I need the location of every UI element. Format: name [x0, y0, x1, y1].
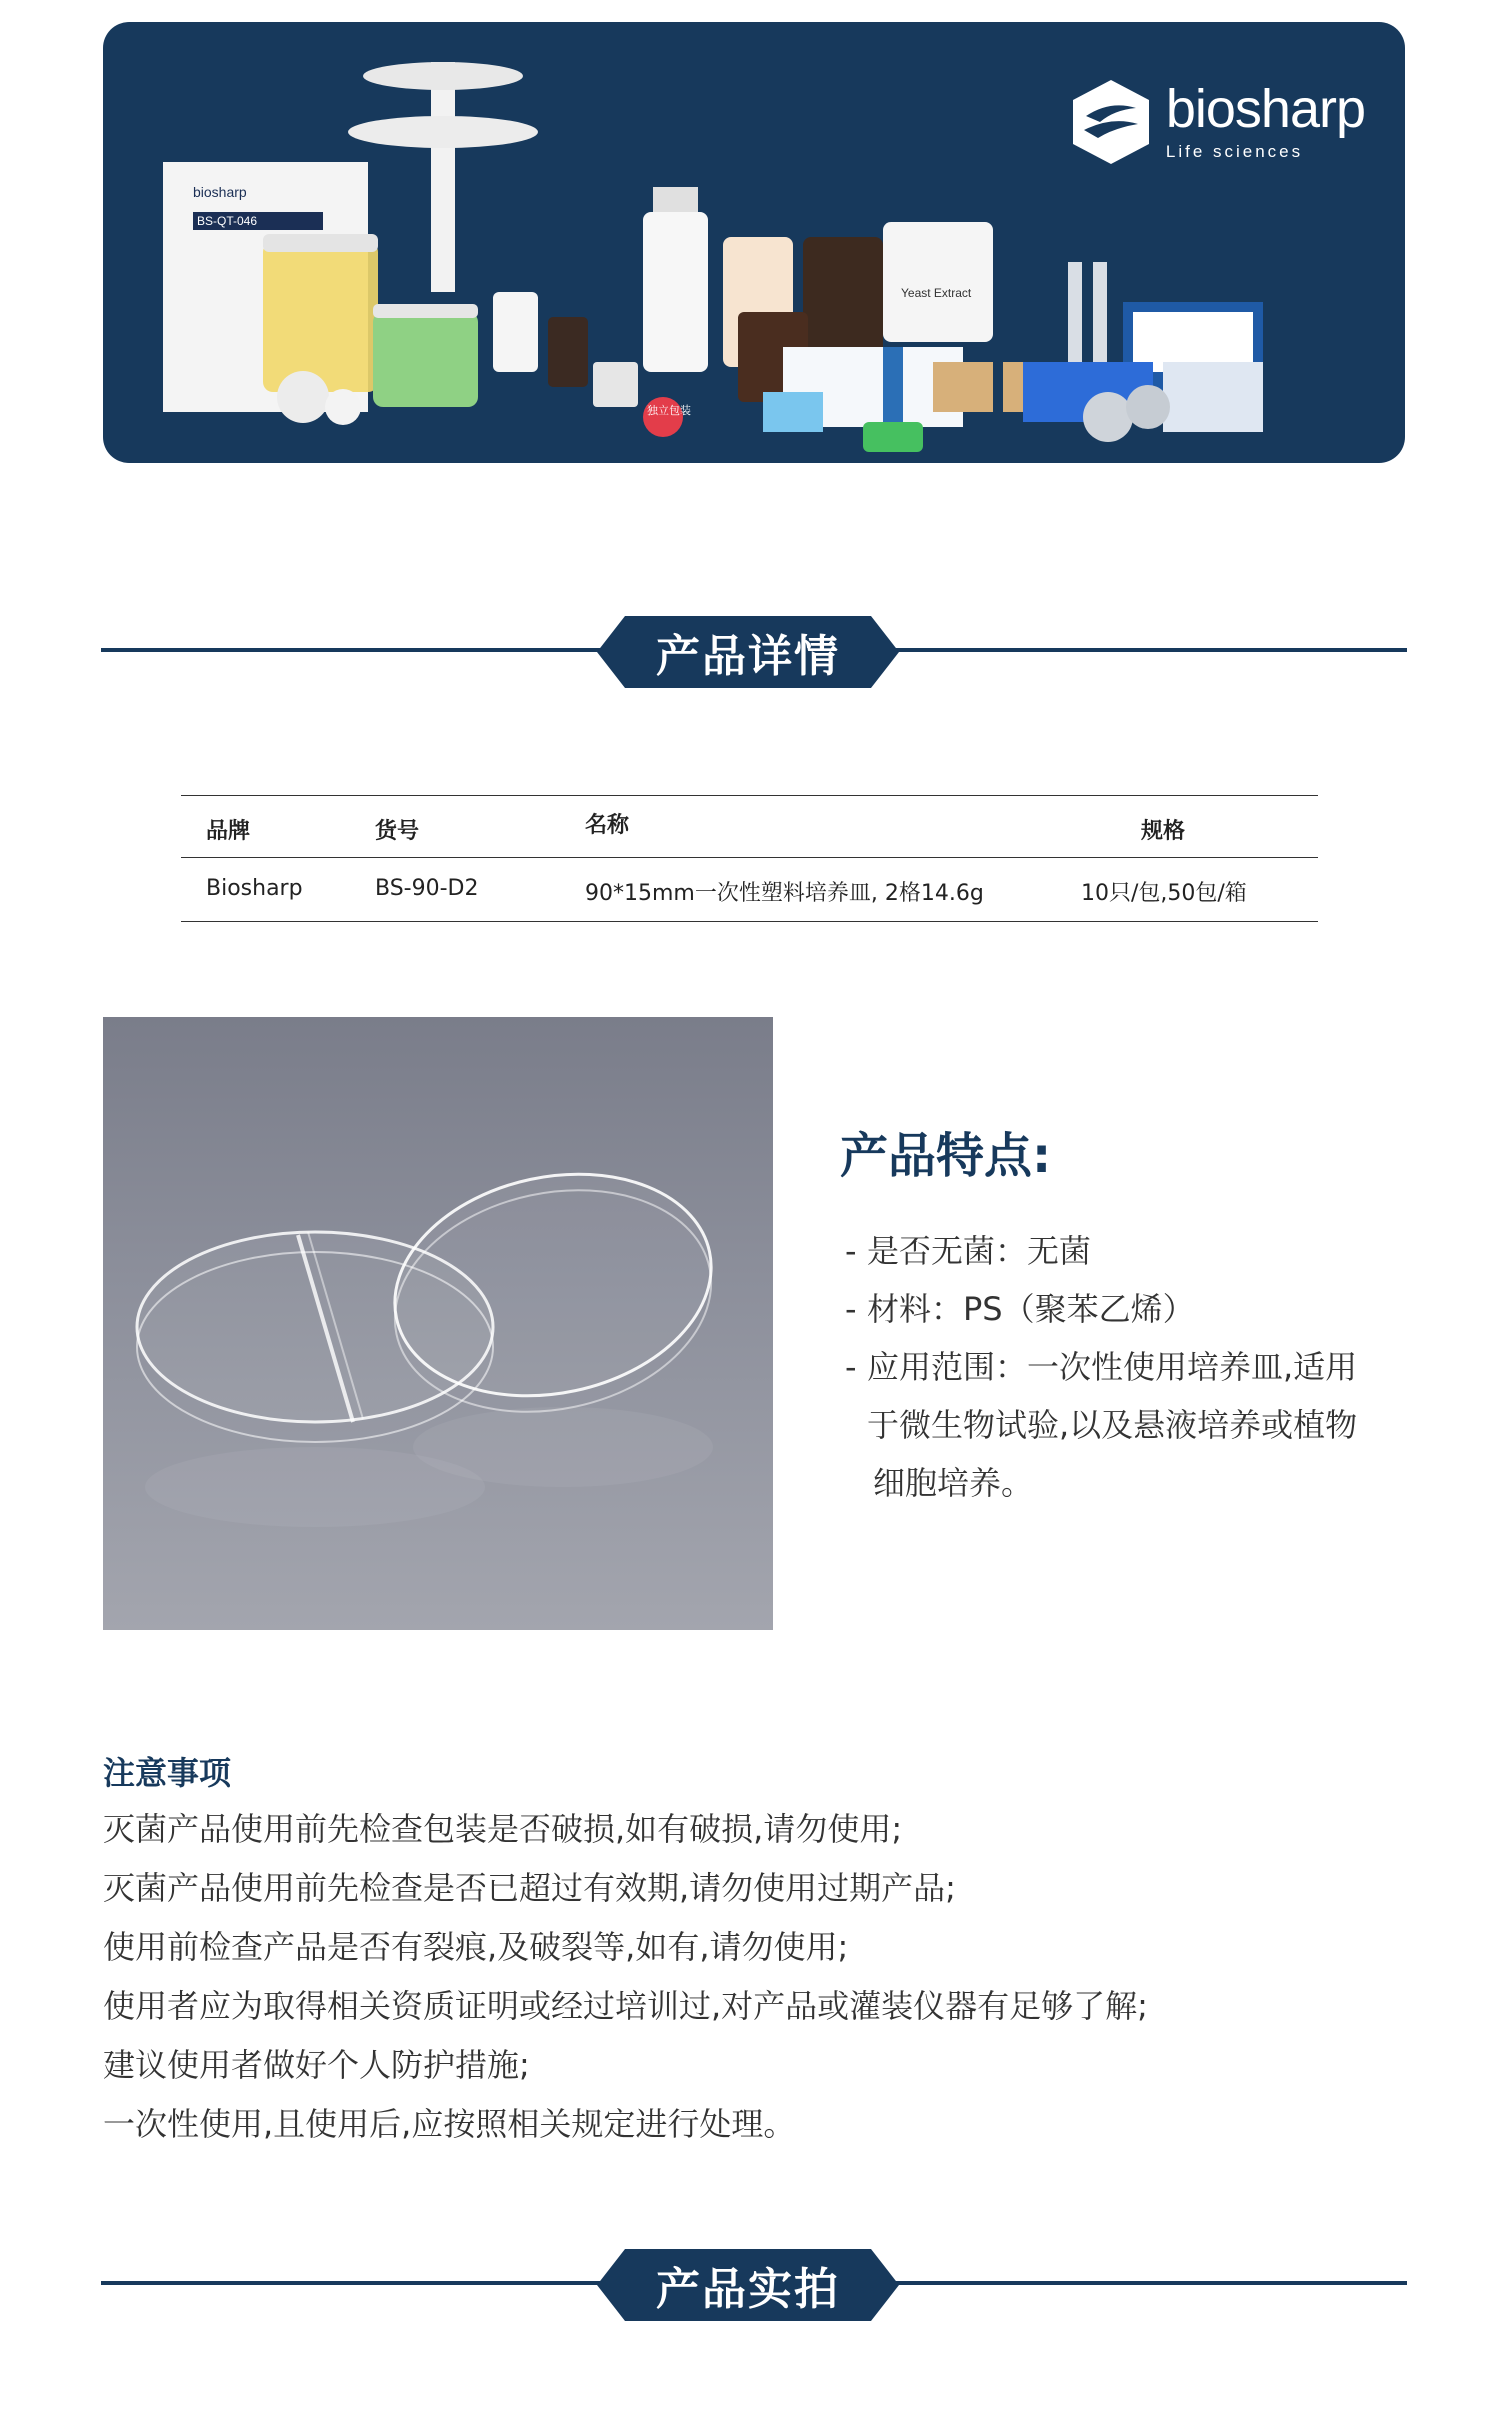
- brand-name: biosharp: [1165, 79, 1365, 139]
- petri-dish-photo: [103, 1017, 773, 1630]
- table-bottom-rule: [181, 921, 1318, 922]
- notice-line: 灭菌产品使用前先检查包装是否破损,如有破损,请勿使用;: [103, 1810, 903, 1848]
- brand-logo: [1070, 78, 1365, 166]
- table-header-spec: 规格: [1141, 819, 1186, 844]
- brand-banner: [103, 22, 1405, 463]
- table-cell-brand: Biosharp: [206, 876, 303, 901]
- table-cell-sku: BS-90-D2: [375, 876, 479, 901]
- notice-title: 注意事项: [103, 1754, 232, 1792]
- section-title: 产品详情: [656, 631, 840, 682]
- notice-line: 灭菌产品使用前先检查是否已超过有效期,请勿使用过期产品;: [103, 1869, 956, 1907]
- notice-line: 一次性使用,且使用后,应按照相关规定进行处理。: [103, 2105, 796, 2143]
- box-code: BS-QT-046: [197, 214, 258, 228]
- notice-line: 建议使用者做好个人防护措施;: [103, 2046, 530, 2084]
- box-label: biosharp: [193, 184, 247, 200]
- badge-label: 独立包装: [647, 404, 691, 417]
- feature-sterile: - 是否无菌：无菌: [845, 1232, 1092, 1270]
- notice-list: [103, 1800, 1148, 2154]
- table-header-sku: 货号: [375, 819, 420, 844]
- features-title: 产品特点:: [840, 1128, 1052, 1184]
- section-header-photos: [597, 2249, 899, 2321]
- table-header-brand: 品牌: [206, 819, 251, 844]
- section-title: 产品实拍: [656, 2264, 840, 2315]
- table-header-rule: [181, 857, 1318, 858]
- features-list: [845, 1222, 1405, 1512]
- table-cell-spec: 10只/包,50包/箱: [1081, 881, 1247, 906]
- feature-application: - 应用范围：一次性使用培养皿,适用 于微生物试验,以及悬液培养或植物 细胞培养。: [845, 1348, 1358, 1502]
- table-cell-name: 90*15mm一次性塑料培养皿, 2格14.6g: [585, 881, 984, 906]
- table-top-rule: [181, 795, 1318, 796]
- section-header-details: [597, 616, 899, 688]
- notice-line: 使用前检查产品是否有裂痕,及破裂等,如有,请勿使用;: [103, 1928, 849, 1966]
- notice-line: 使用者应为取得相关资质证明或经过培训过,对产品或灌装仪器有足够了解;: [103, 1987, 1148, 2025]
- biosharp-logo-icon: [1070, 78, 1152, 166]
- yeast-label: Yeast Extract: [901, 286, 972, 300]
- table-header-name: 名称: [585, 813, 630, 838]
- brand-tagline: Life sciences: [1165, 142, 1304, 161]
- feature-material: - 材料：PS（聚苯乙烯）: [845, 1290, 1195, 1328]
